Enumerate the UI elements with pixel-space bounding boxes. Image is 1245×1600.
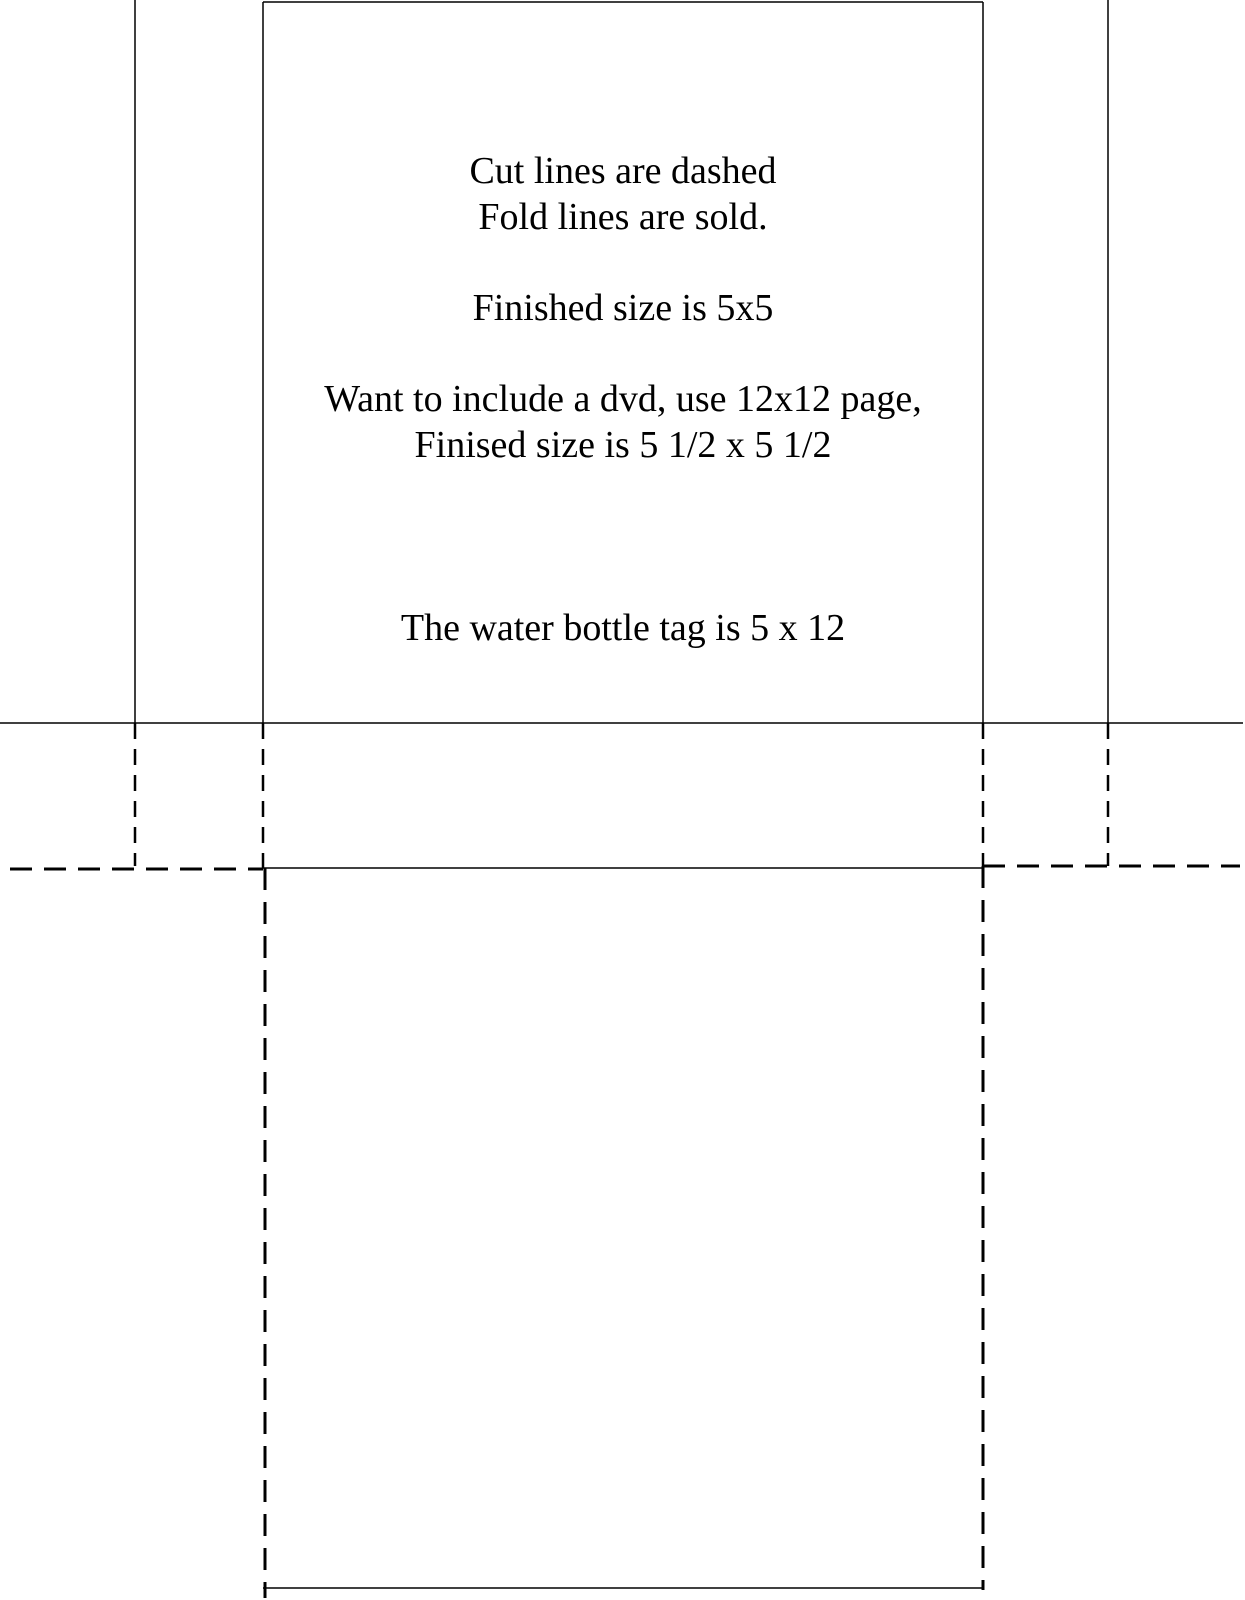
dvd-option-note: Want to include a dvd, use 12x12 page, xyxy=(324,378,922,420)
finished-size-note: Finished size is 5x5 xyxy=(472,287,774,329)
fold-lines-note: Fold lines are sold. xyxy=(478,196,768,238)
water-bottle-tag-note: The water bottle tag is 5 x 12 xyxy=(400,607,846,649)
cut-lines-note: Cut lines are dashed xyxy=(469,150,777,192)
dvd-finished-size-note: Finised size is 5 1/2 x 5 1/2 xyxy=(414,424,832,466)
